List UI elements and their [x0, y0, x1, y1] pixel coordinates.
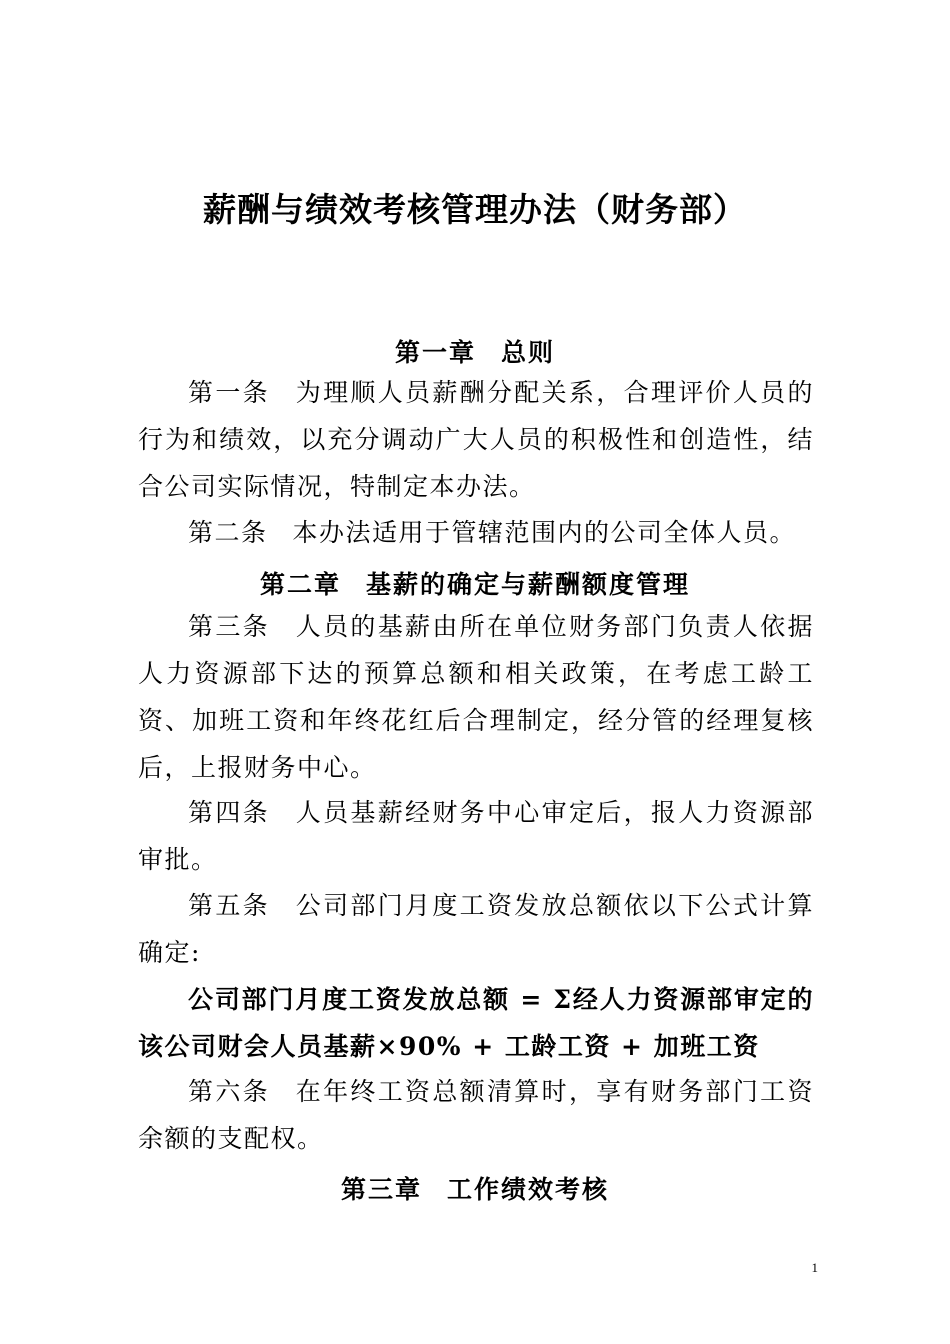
chapter-number: 第三章: [340, 1175, 422, 1204]
article-number: 第二条: [188, 518, 268, 547]
article-text: 在年终工资总额清算时，享有财务部门工资余额的支配权。: [138, 1077, 814, 1153]
article-text: 人员基薪经财务中心审定后，报人力资源部审批。: [138, 798, 814, 874]
article-4: [138, 789, 814, 883]
salary-formula: 公司部门月度工资发放总额 = Σ经人力资源部审定的该公司财会人员基薪×90% + 工龄工资 + 加班工资: [138, 985, 814, 1061]
chapter-title: 总则: [501, 338, 556, 367]
article-6: [138, 1068, 814, 1162]
chapter-title: 工作绩效考核: [447, 1175, 610, 1204]
article-number: 第四条: [188, 798, 270, 827]
article-text: 本办法适用于管辖范围内的公司全体人员。: [292, 518, 797, 547]
article-number: 第五条: [188, 891, 270, 920]
chapter-number: 第二章: [259, 570, 341, 599]
chapter-title: 基薪的确定与薪酬额度管理: [366, 570, 691, 599]
chapter-number: 第一章: [394, 338, 476, 367]
document-title: 薪酬与绩效考核管理办法（财务部）: [203, 190, 747, 229]
article-text: 为理顺人员薪酬分配关系，合理评价人员的行为和绩效，以充分调动广大人员的积极性和创造性，结合公司实际情况，特制定本办法。: [138, 378, 814, 501]
article-number: 第一条: [188, 378, 270, 407]
article-number: 第六条: [188, 1077, 270, 1106]
article-1: [138, 369, 814, 510]
article-2: [138, 509, 814, 556]
page-number: 1: [811, 1260, 818, 1275]
article-text: 人员的基薪由所在单位财务部门负责人依据人力资源部下达的预算总额和相关政策，在考虑工龄工资、加班工资和年终花红后合理制定，经分管的经理复核后，上报财务中心。: [138, 612, 814, 782]
chapter-heading-3: [0, 1170, 950, 1206]
chapter-heading-1: [0, 333, 950, 369]
article-3: [138, 603, 814, 791]
article-5: [138, 882, 814, 976]
chapter-heading-2: [0, 565, 950, 601]
article-text: 公司部门月度工资发放总额依以下公式计算确定:: [138, 891, 814, 967]
article-number: 第三条: [188, 612, 270, 641]
